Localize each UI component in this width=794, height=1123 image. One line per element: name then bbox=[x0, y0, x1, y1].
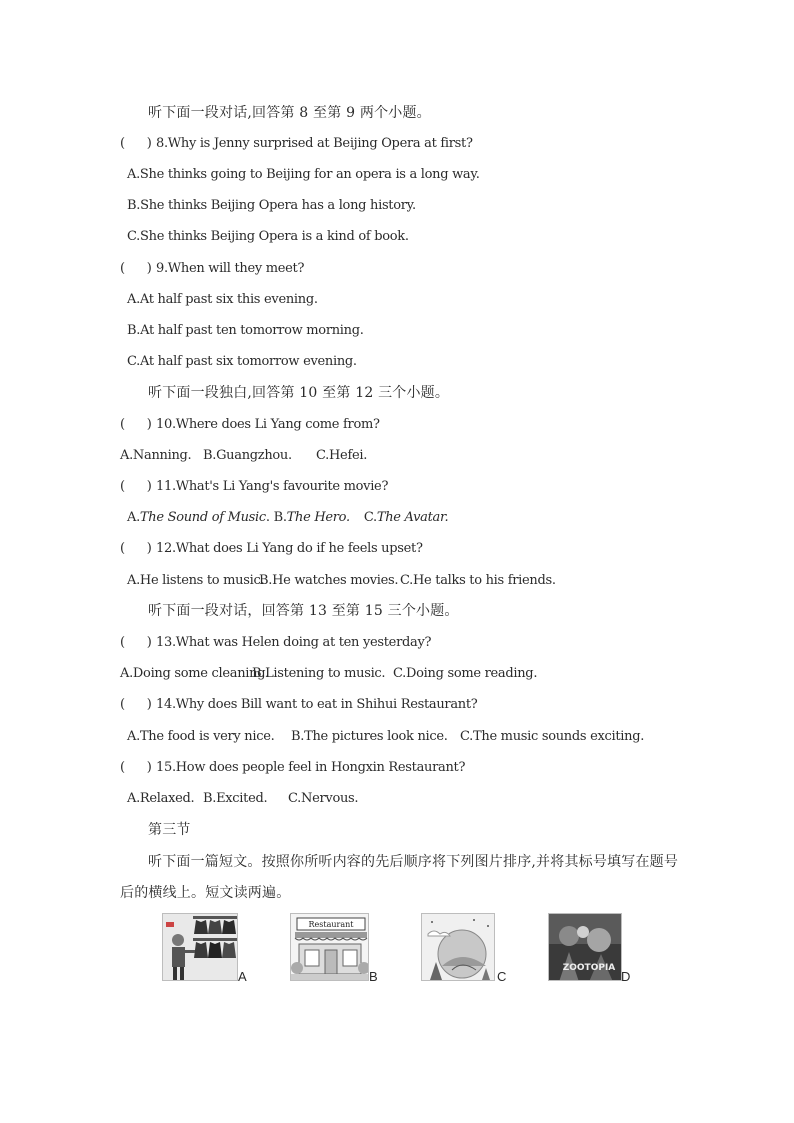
option-11b: The Hero. bbox=[286, 510, 350, 525]
option-9a: A.At half past six this evening. bbox=[127, 292, 318, 307]
options-11 bbox=[127, 510, 448, 526]
question-14 bbox=[120, 697, 477, 713]
instruction-13-15: 听下面一段对话，回答第 13 至第 15 三个小题。 bbox=[148, 603, 459, 619]
option-11a: The Sound of Music bbox=[139, 510, 266, 525]
picture-label-d: D bbox=[621, 969, 631, 984]
section-3-instruction-2: 后的横线上。短文读两遍。 bbox=[120, 885, 291, 901]
option-15b: B.Excited. bbox=[203, 791, 268, 806]
question-8 bbox=[120, 136, 473, 152]
answer-paren[interactable]: ( ) bbox=[120, 136, 152, 151]
landscape-picture bbox=[421, 913, 495, 981]
option-8a: A.She thinks going to Beijing for an opera is a long way. bbox=[127, 167, 480, 182]
instruction-10-12: 听下面一段独白,回答第 10 至第 12 三个小题。 bbox=[148, 385, 450, 401]
option-10c: C.Hefei. bbox=[316, 448, 368, 463]
option-13a: A.Doing some cleaning. bbox=[120, 666, 270, 681]
question-text: 15.How does people feel in Hongxin Restaurant? bbox=[156, 760, 466, 775]
option-15c: C.Nervous. bbox=[288, 791, 359, 806]
question-text: 13.What was Helen doing at ten yesterday? bbox=[156, 635, 432, 650]
clothes-shop-picture bbox=[162, 913, 238, 981]
section-3-instruction-1: 听下面一篇短文。按照你所听内容的先后顺序将下列图片排序,并将其标号填写在题号 bbox=[148, 854, 679, 870]
option-11b-prefix: B. bbox=[273, 510, 287, 525]
option-12c: C.He talks to his friends. bbox=[400, 573, 556, 588]
option-14b: B.The pictures look nice. bbox=[291, 729, 448, 744]
question-text: 10.Where does Li Yang come from? bbox=[156, 417, 380, 432]
question-10 bbox=[120, 417, 380, 433]
options-15 bbox=[127, 791, 358, 807]
question-text: 9.When will they meet? bbox=[156, 261, 305, 276]
restaurant-sign-text: Restaurant bbox=[308, 920, 354, 929]
question-13 bbox=[120, 635, 431, 651]
answer-paren[interactable]: ( ) bbox=[120, 697, 152, 712]
option-11c: The Avatar. bbox=[376, 510, 449, 525]
section-3-heading: 第三节 bbox=[148, 822, 191, 838]
option-9c: C.At half past six tomorrow evening. bbox=[127, 354, 357, 369]
picture-label-b: B bbox=[369, 969, 378, 984]
option-8c: C.She thinks Beijing Opera is a kind of book. bbox=[127, 229, 409, 244]
option-10a: A.Nanning. bbox=[120, 448, 192, 463]
option-15a: A.Relaxed. bbox=[127, 791, 195, 806]
option-13c: C.Doing some reading. bbox=[393, 666, 538, 681]
options-13 bbox=[120, 666, 537, 682]
answer-paren[interactable]: ( ) bbox=[120, 541, 152, 556]
picture-label-a: A bbox=[238, 969, 247, 984]
restaurant-picture bbox=[290, 913, 369, 981]
answer-paren[interactable]: ( ) bbox=[120, 760, 152, 775]
answer-paren[interactable]: ( ) bbox=[120, 635, 152, 650]
question-12 bbox=[120, 541, 423, 557]
question-15 bbox=[120, 760, 465, 776]
question-text: 12.What does Li Yang do if he feels upset? bbox=[156, 541, 423, 556]
question-text: 14.Why does Bill want to eat in Shihui Restaurant? bbox=[156, 697, 478, 712]
option-14c: C.The music sounds exciting. bbox=[460, 729, 645, 744]
option-8b: B.She thinks Beijing Opera has a long history. bbox=[127, 198, 416, 213]
option-10b: B.Guangzhou. bbox=[203, 448, 292, 463]
question-9 bbox=[120, 261, 304, 277]
options-12 bbox=[127, 573, 556, 589]
option-11c-prefix: C. bbox=[363, 510, 377, 525]
answer-paren[interactable]: ( ) bbox=[120, 479, 152, 494]
picture-label-c: C bbox=[497, 969, 507, 984]
option-11a-prefix: A. bbox=[127, 510, 140, 525]
poster-title-text: ZOOTOPIA bbox=[562, 963, 616, 973]
option-9b: B.At half past ten tomorrow morning. bbox=[127, 323, 364, 338]
question-11 bbox=[120, 479, 388, 495]
option-14a: A.The food is very nice. bbox=[127, 729, 275, 744]
instruction-8-9: 听下面一段对话,回答第 8 至第 9 两个小题。 bbox=[148, 105, 431, 121]
option-12a: A.He listens to music. bbox=[127, 573, 265, 588]
options-10 bbox=[120, 448, 367, 464]
options-14 bbox=[127, 729, 644, 745]
option-13b: B.Listening to music. bbox=[252, 666, 386, 681]
zootopia-poster-picture bbox=[548, 913, 622, 981]
question-text: 11.What's Li Yang's favourite movie? bbox=[156, 479, 389, 494]
option-11a-suffix: . bbox=[265, 510, 270, 525]
answer-paren[interactable]: ( ) bbox=[120, 261, 152, 276]
answer-paren[interactable]: ( ) bbox=[120, 417, 152, 432]
question-text: 8.Why is Jenny surprised at Beijing Opera at first? bbox=[156, 136, 473, 151]
option-12b: B.He watches movies. bbox=[259, 573, 399, 588]
